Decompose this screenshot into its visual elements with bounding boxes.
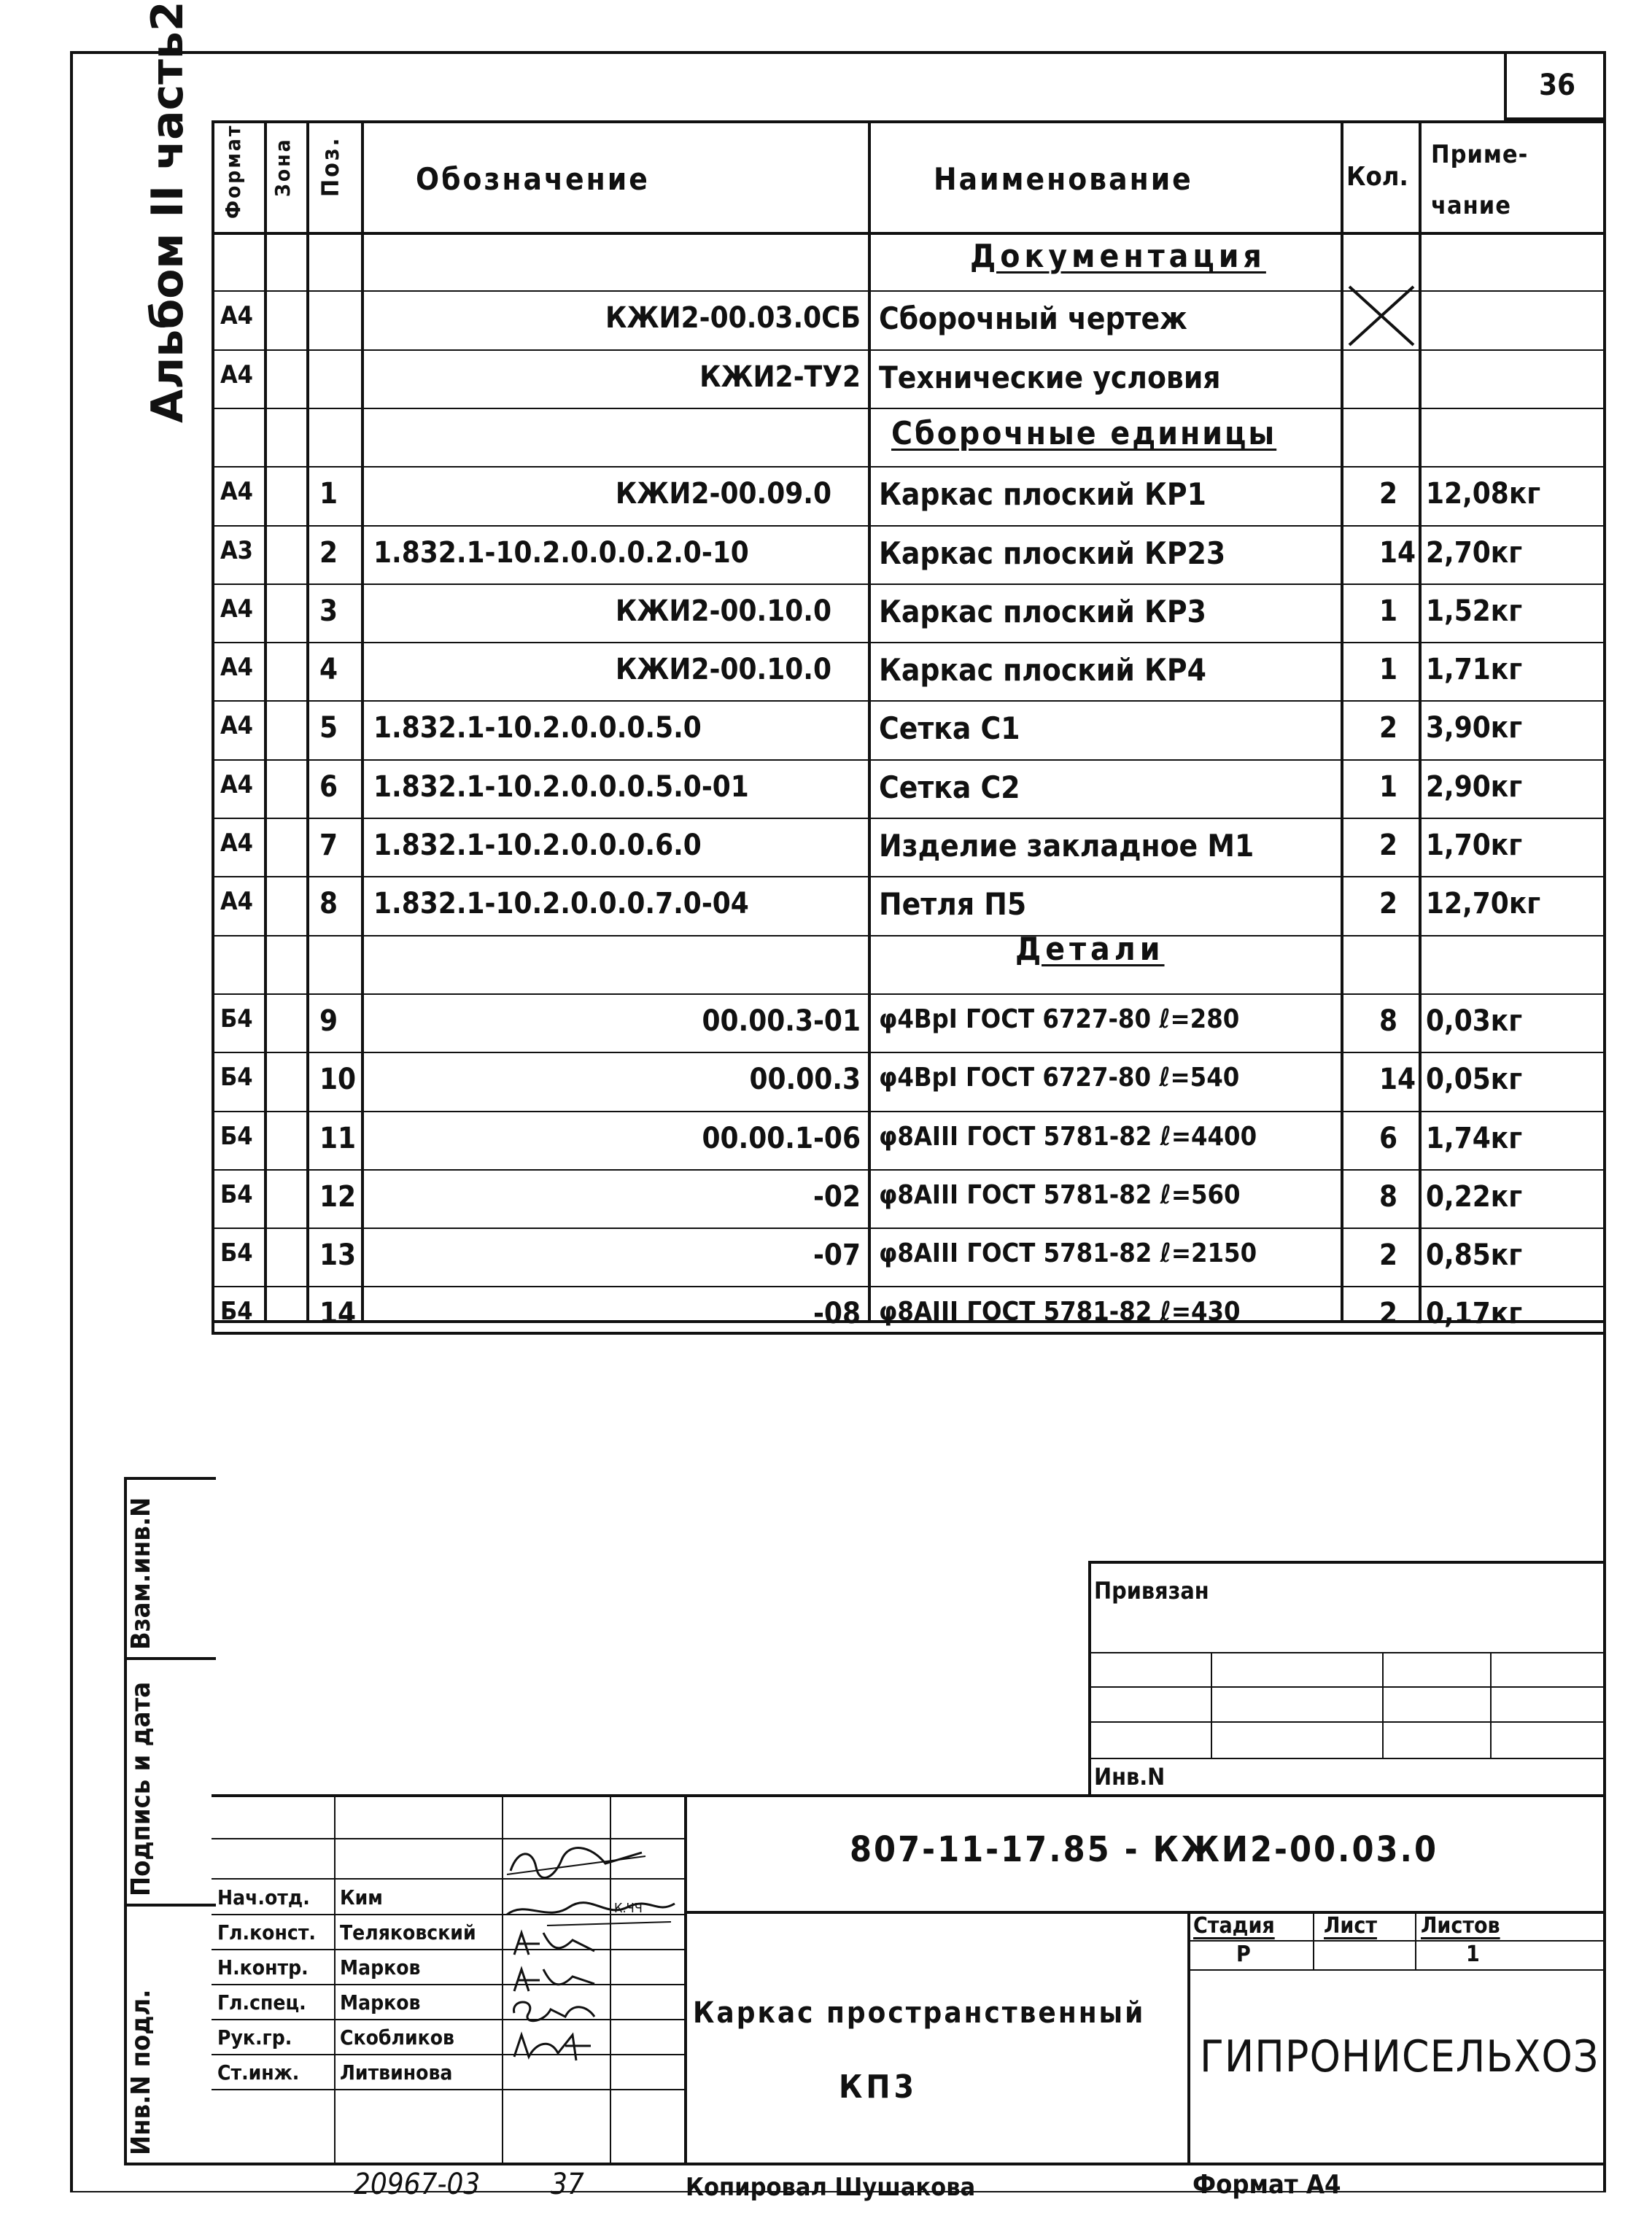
titleblock-top-line (212, 1794, 1606, 1797)
signature-kim (503, 1842, 649, 1885)
role-label: Гл.спец. (217, 1990, 306, 2014)
designation-cell: 1.832.1-10.2.0.0.0.2.0-10 (373, 536, 749, 570)
format-cell: Б4 (220, 1122, 253, 1151)
pos-cell: 9 (319, 1004, 338, 1038)
footer-copied: Копировал Шушакова (686, 2173, 976, 2202)
designation-cell: КЖИ2-00.10.0 (615, 653, 831, 686)
designation-cell: 00.00.1-06 (702, 1122, 861, 1155)
note-cell: 0,85кг (1426, 1238, 1523, 1272)
col-line (868, 120, 871, 1322)
qty-cell: 2 (1379, 1297, 1398, 1330)
row-line (212, 1111, 1606, 1112)
qty-cell: 8 (1379, 1004, 1398, 1038)
row-line (212, 1169, 1606, 1171)
name-cell: Изделие закладное М1 (879, 828, 1254, 864)
note-cell: 1,70кг (1426, 829, 1523, 862)
note-cell: 2,90кг (1426, 770, 1523, 804)
binding-top-line (1088, 1561, 1606, 1564)
row-line (212, 759, 1606, 761)
footer-page: 37 (551, 2168, 584, 2201)
designation-cell: 00.00.3 (749, 1063, 861, 1096)
signature-markov-1 (507, 1926, 602, 1962)
pos-cell: 8 (319, 887, 338, 920)
row-line (212, 700, 1606, 702)
name-cell: φ8АIII ГОСТ 5781-82 ℓ=430 (879, 1297, 1241, 1327)
col-line (1341, 120, 1343, 1322)
title-line-1: Каркас пространственный (693, 1996, 1146, 2030)
titleblock-divider (1187, 1911, 1190, 2163)
header-designation: Обозначение (416, 161, 650, 197)
name-cell: Каркас плоский КР4 (879, 652, 1206, 688)
pos-cell: 14 (319, 1297, 357, 1330)
row-line (212, 525, 1606, 527)
qty-cell: 14 (1379, 1063, 1416, 1096)
organization-name: ГИПРОНИСЕЛЬХОЗ (1200, 2031, 1599, 2082)
format-cell: Б4 (220, 1180, 253, 1209)
designation-cell: 00.00.3-01 (702, 1004, 861, 1038)
pos-cell: 4 (319, 653, 338, 686)
row-line (212, 993, 1606, 995)
left-strip-divider (124, 1657, 216, 1660)
note-cell: 1,74кг (1426, 1122, 1523, 1155)
role-row-line (212, 2019, 684, 2020)
qty-cell: 2 (1379, 1238, 1398, 1272)
designation-cell: КЖИ2-00.03.0СБ (605, 301, 861, 335)
header-note-2: чание (1431, 191, 1511, 220)
binding-line (1088, 1686, 1606, 1688)
name-cell: Сетка С2 (879, 769, 1020, 805)
role-label: Рук.гр. (217, 2025, 292, 2049)
outer-border-top (70, 51, 1606, 54)
format-cell: А3 (220, 536, 253, 565)
format-cell: А4 (220, 829, 253, 858)
qty-cell: 8 (1379, 1180, 1398, 1214)
header-pos: Поз. (317, 136, 344, 197)
qty-cell: 1 (1379, 770, 1398, 804)
role-person: Литвинова (340, 2060, 453, 2085)
sheets-value: 1 (1466, 1942, 1480, 1967)
pos-cell: 7 (319, 829, 338, 862)
header-line (212, 232, 1606, 235)
designation-cell: 1.832.1-10.2.0.0.0.7.0-04 (373, 887, 749, 920)
name-cell: Каркас плоский КР23 (879, 535, 1226, 571)
title-line-2: КП3 (839, 2068, 918, 2106)
qty-cell: 2 (1379, 829, 1398, 862)
qty-cell: 6 (1379, 1122, 1398, 1155)
note-cell: 0,17кг (1426, 1297, 1523, 1330)
role-row-line (212, 1949, 684, 1950)
role-row-line (212, 1984, 684, 1985)
pos-cell: 3 (319, 594, 338, 628)
note-cell: 12,08кг (1426, 477, 1541, 511)
row-line (212, 1228, 1606, 1229)
format-cell: А4 (220, 301, 253, 330)
note-cell: 2,70кг (1426, 536, 1523, 570)
header-qty: Кол. (1346, 162, 1408, 192)
role-person: Марков (340, 1955, 421, 1979)
note-cell: 3,90кг (1426, 711, 1523, 745)
footer-inventory: 20967-03 (354, 2168, 481, 2201)
titleblock-bottom-line (212, 2163, 1606, 2165)
qty-cell: 1 (1379, 653, 1398, 686)
titleblock-divider (684, 1794, 687, 2163)
binding-left-line (1088, 1561, 1091, 1794)
sig-row (212, 1838, 684, 1839)
row-line (212, 408, 1606, 409)
designation-cell: -02 (813, 1180, 861, 1214)
signature-skoblikov (507, 1995, 602, 2028)
section-details: Детали (1015, 931, 1165, 968)
name-cell: Технические условия (879, 360, 1221, 395)
row-line (212, 818, 1606, 819)
pos-cell: 5 (319, 711, 338, 745)
role-label: Нач.отд. (217, 1885, 310, 1909)
section-assembly: Сборочные единицы (891, 415, 1277, 452)
role-label: Н.контр. (217, 1955, 309, 1979)
section-documentation: Документация (970, 238, 1266, 275)
row-line (212, 583, 1606, 585)
pos-cell: 12 (319, 1180, 357, 1214)
header-format: Формат (221, 123, 245, 219)
binding-col (1490, 1652, 1492, 1758)
designation-cell: КЖИ2-00.09.0 (615, 477, 831, 511)
format-cell: Б4 (220, 1238, 253, 1268)
col-line (264, 120, 267, 1322)
footer-format: Формат А4 (1193, 2170, 1341, 2200)
name-cell: Каркас плоский КР3 (879, 594, 1206, 629)
pos-cell: 11 (319, 1122, 357, 1155)
name-cell: φ8АIII ГОСТ 5781-82 ℓ=560 (879, 1180, 1241, 1210)
pos-cell: 10 (319, 1063, 357, 1096)
pos-cell: 2 (319, 536, 338, 570)
row-line (212, 466, 1606, 468)
left-strip-inv-podl: Инв.N подл. (126, 1989, 156, 2155)
row-line (212, 876, 1606, 877)
note-cell: 0,03кг (1426, 1004, 1523, 1038)
designation-cell: 1.832.1-10.2.0.0.0.6.0 (373, 829, 702, 862)
qty-cell: 14 (1379, 536, 1416, 570)
qty-cell: 2 (1379, 887, 1398, 920)
role-row-line (212, 2054, 684, 2055)
format-cell: А4 (220, 360, 253, 389)
qty-cell: 2 (1379, 711, 1398, 745)
binding-line (1088, 1652, 1606, 1653)
role-person: Марков (340, 1990, 421, 2014)
left-strip-top (124, 1477, 216, 1480)
qty-cell: 2 (1379, 477, 1398, 511)
note-cell: 1,52кг (1426, 594, 1523, 628)
left-strip-bottom (124, 2163, 216, 2165)
header-zone: Зона (271, 137, 295, 197)
role-person: Ким (340, 1885, 383, 1909)
stage-label: Стадия (1193, 1913, 1275, 1939)
designation-cell: -08 (813, 1297, 861, 1330)
binding-col (1382, 1652, 1384, 1758)
designation-cell: КЖИ2-ТУ2 (699, 360, 861, 394)
sheet-number: 36 (1538, 69, 1576, 102)
role-person: Теляковский (340, 1920, 476, 1944)
doc-code: 807-11-17.85 - КЖИ2-00.03.0 (850, 1829, 1438, 1870)
designation-cell: КЖИ2-00.10.0 (615, 594, 831, 628)
sheets-label: Листов (1421, 1913, 1500, 1939)
left-strip-podpis: Подпись и дата (126, 1681, 156, 1896)
note-cell: 12,70кг (1426, 887, 1541, 920)
format-cell: А4 (220, 594, 253, 624)
note-cell: 0,22кг (1426, 1180, 1523, 1214)
name-cell: φ4ВрI ГОСТ 6727-80 ℓ=540 (879, 1063, 1240, 1093)
name-cell: φ8АIII ГОСТ 5781-82 ℓ=2150 (879, 1238, 1257, 1268)
row-line (212, 642, 1606, 643)
note-cell: 1,71кг (1426, 653, 1523, 686)
album-label: Альбом II часть2 (142, 1, 193, 423)
header-note-1: Приме- (1431, 140, 1529, 169)
binding-privyazan: Привязан (1094, 1577, 1209, 1605)
stage-col (1415, 1911, 1416, 1969)
name-cell: Каркас плоский КР1 (879, 476, 1206, 512)
format-cell: Б4 (220, 1297, 253, 1326)
row-line (212, 1286, 1606, 1287)
left-strip-divider (124, 1904, 216, 1907)
format-cell: А4 (220, 477, 253, 506)
signature-telyakovsky (503, 1893, 678, 1929)
role-person: Скобликов (340, 2025, 454, 2049)
stage-col (1313, 1911, 1314, 1969)
sig-note: К.ЧЧ (614, 1901, 643, 1916)
row-line (212, 349, 1606, 351)
name-cell: Сборочный чертеж (879, 300, 1187, 336)
note-cell: 0,05кг (1426, 1063, 1523, 1096)
role-row-line (212, 2089, 684, 2090)
pos-cell: 1 (319, 477, 338, 511)
cross-mark-icon (1348, 285, 1415, 346)
left-strip-vzam: Взам.инв.N (126, 1497, 156, 1650)
pos-cell: 6 (319, 770, 338, 804)
binding-line (1088, 1758, 1606, 1759)
format-cell: А4 (220, 770, 253, 799)
signature-litvinova (507, 2028, 602, 2064)
binding-line (1088, 1721, 1606, 1723)
qty-cell: 1 (1379, 594, 1398, 628)
name-cell: Петля П5 (879, 886, 1027, 922)
col-line (361, 120, 364, 1322)
row-line (212, 1052, 1606, 1053)
signature-markov-2 (507, 1962, 602, 1998)
outer-border-left (70, 51, 73, 2192)
col-line (306, 120, 309, 1322)
format-cell: А4 (220, 711, 253, 740)
stage-line (1187, 1969, 1606, 1971)
designation-cell: 1.832.1-10.2.0.0.0.5.0 (373, 711, 702, 745)
format-cell: А4 (220, 887, 253, 916)
binding-inv-no: Инв.N (1094, 1763, 1166, 1791)
col-line (1419, 120, 1422, 1322)
name-cell: φ8АIII ГОСТ 5781-82 ℓ=4400 (879, 1122, 1257, 1152)
sig-col (334, 1794, 336, 2163)
role-label: Ст.инж. (217, 2060, 300, 2085)
stage-value: Р (1236, 1942, 1251, 1967)
binding-col (1211, 1652, 1212, 1758)
designation-cell: -07 (813, 1238, 861, 1272)
pos-cell: 13 (319, 1238, 357, 1272)
row-line (212, 935, 1606, 936)
sheet-label: Лист (1324, 1913, 1377, 1939)
header-name: Наименование (934, 161, 1193, 197)
format-cell: А4 (220, 653, 253, 682)
name-cell: φ4ВрI ГОСТ 6727-80 ℓ=280 (879, 1004, 1240, 1034)
designation-cell: 1.832.1-10.2.0.0.0.5.0-01 (373, 770, 749, 804)
role-label: Гл.конст. (217, 1920, 316, 1944)
format-cell: Б4 (220, 1063, 253, 1092)
name-cell: Сетка С1 (879, 710, 1020, 746)
format-cell: Б4 (220, 1004, 253, 1034)
